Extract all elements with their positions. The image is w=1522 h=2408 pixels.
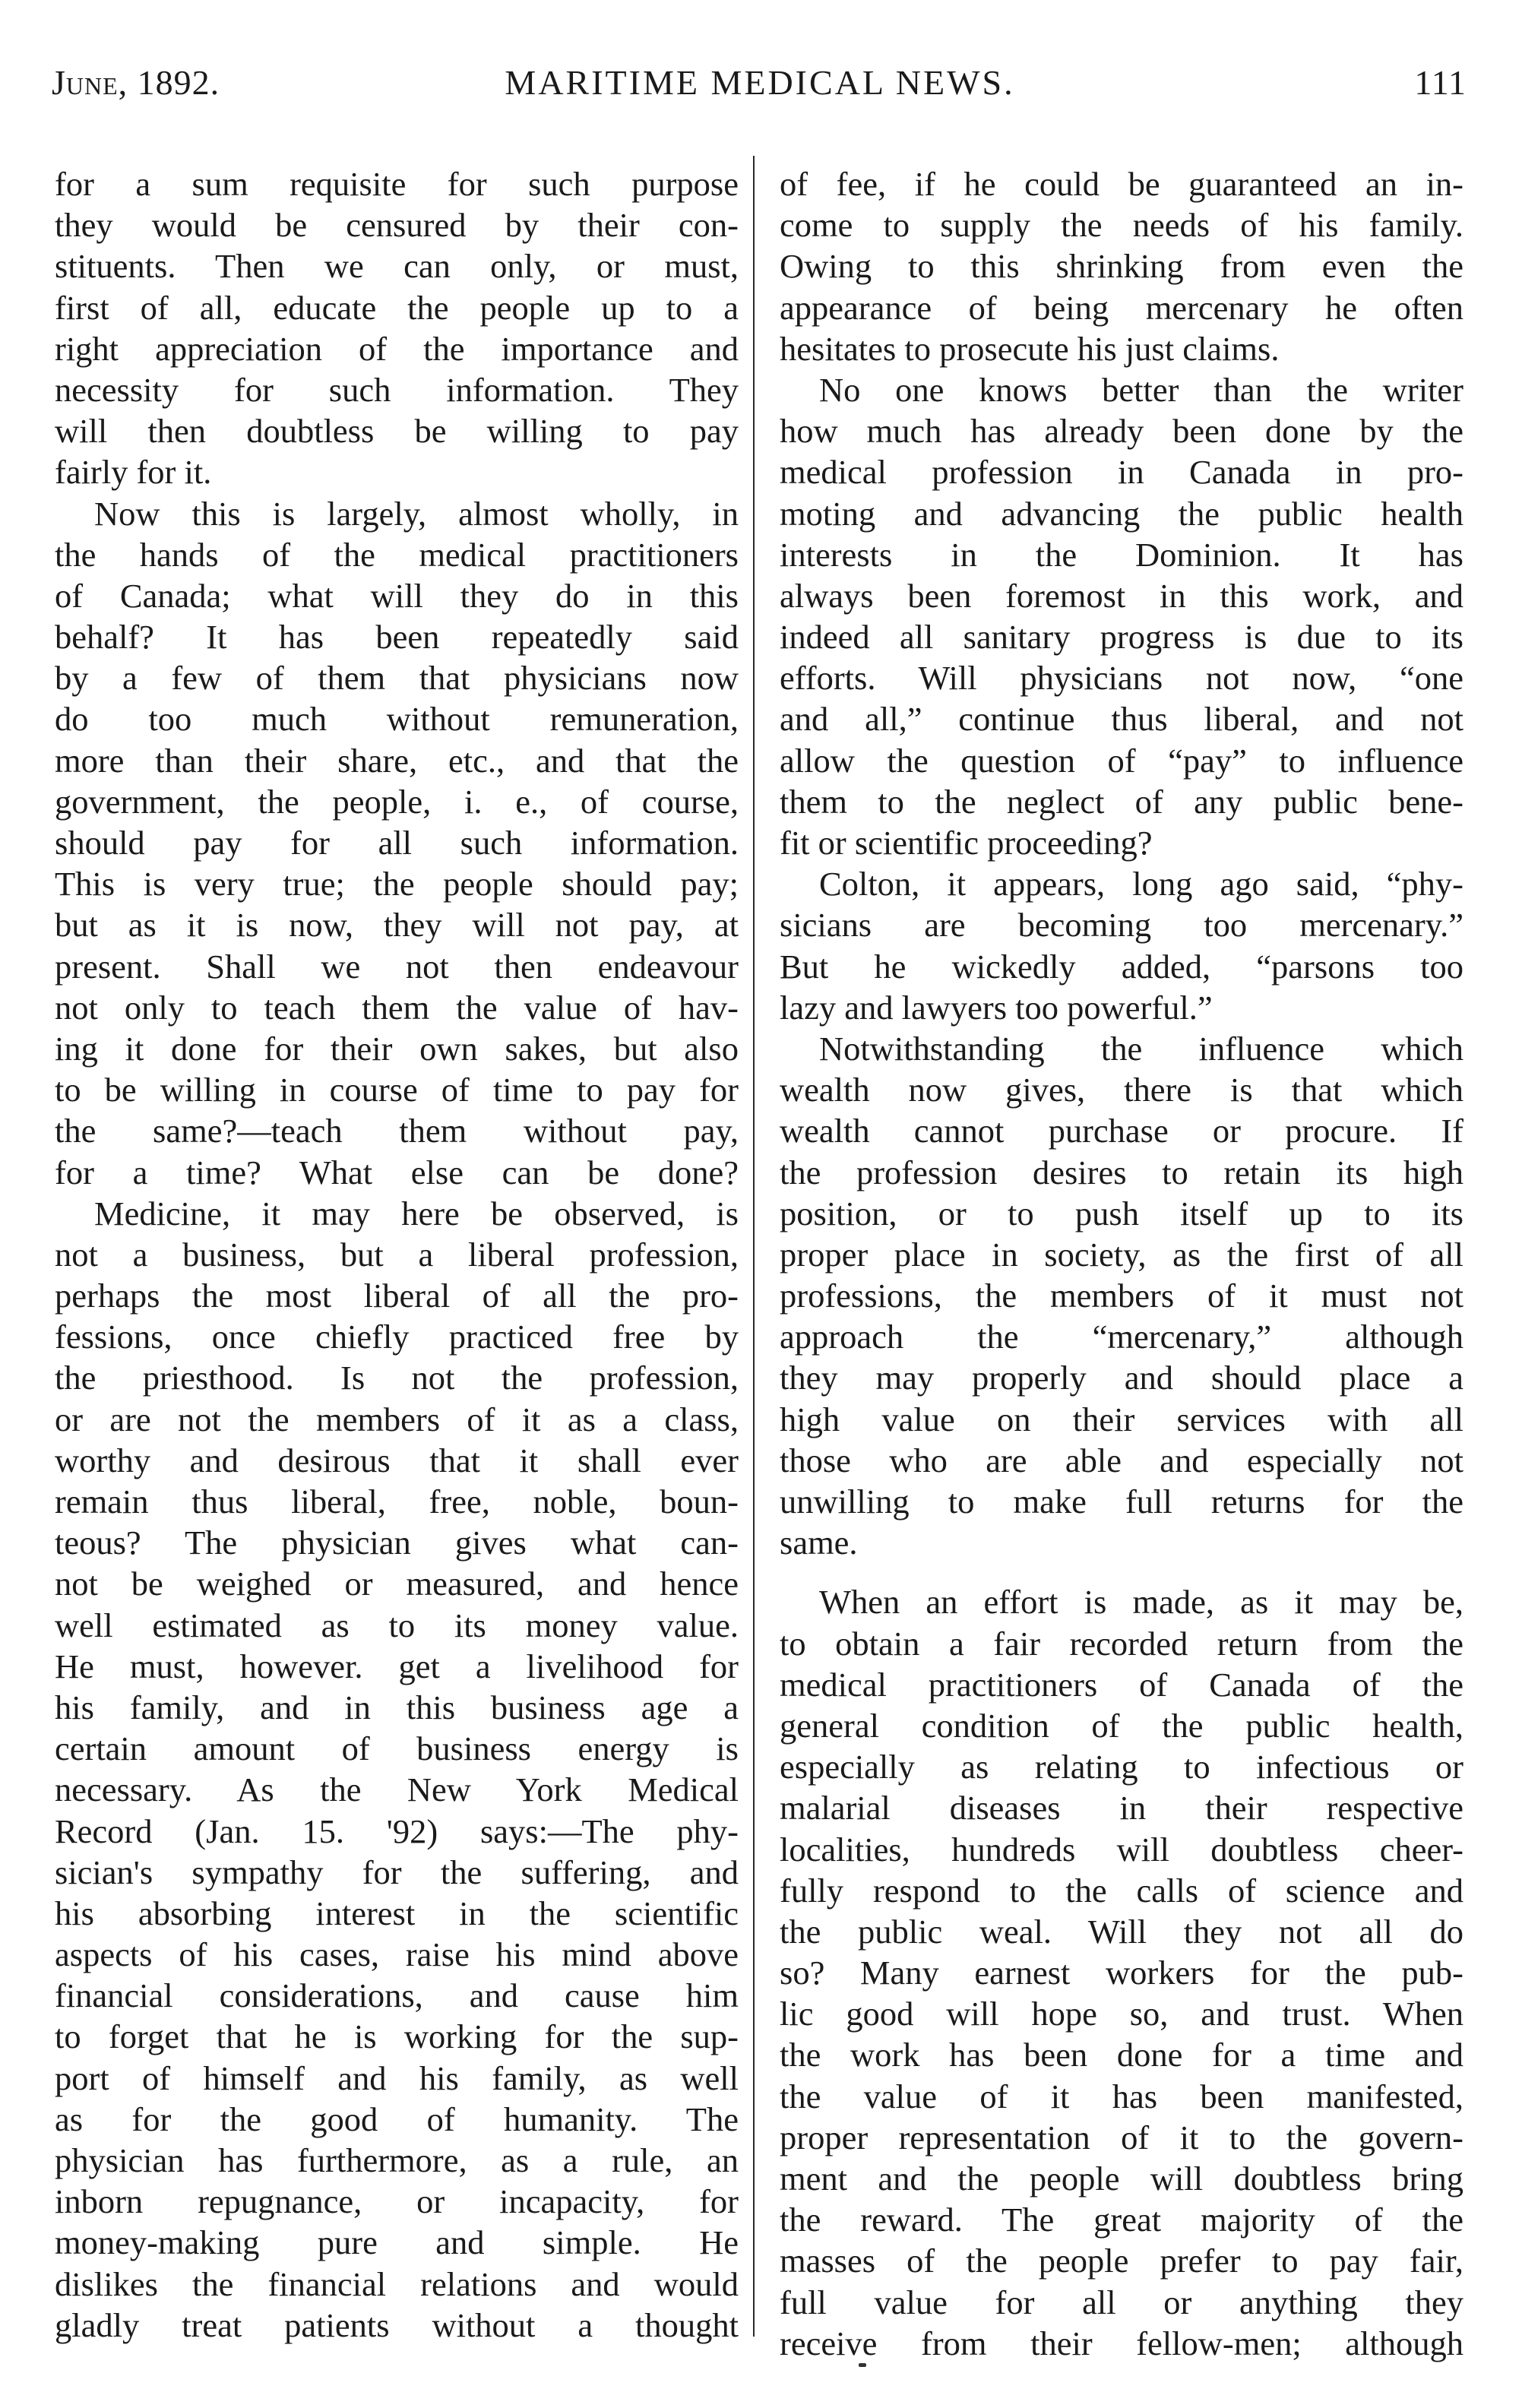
text-line: ing it done for their own sakes, but also (55, 1029, 739, 1068)
text-line: worthy and desirous that it shall ever (55, 1441, 739, 1479)
text-line: do too much without remuneration, (55, 700, 739, 739)
left-column (55, 163, 739, 2346)
text-line: they would be censured by their con- (55, 206, 739, 245)
text-line: behalf? It has been repeatedly said (55, 618, 739, 657)
text-line: physician has furthermore, as a rule, an (55, 2141, 739, 2179)
text-line: to obtain a fair recorded return from the (780, 1624, 1463, 1663)
text-line: to be willing in course of time to pay for (55, 1071, 739, 1109)
text-line: unwilling to make full returns for the (780, 1482, 1463, 1520)
text-line: will then doubtless be willing to pay (55, 412, 739, 451)
paragraph (780, 1028, 1463, 1563)
text-line: financial considerations, and cause him (55, 1976, 739, 2015)
text-line: so? Many earnest workers for the pub- (780, 1954, 1463, 1992)
text-line: allow the question of “pay” to influence (780, 741, 1463, 780)
text-line: government, the people, i. e., of course, (55, 782, 739, 821)
text-line: his absorbing interest in the scientific (55, 1894, 739, 1932)
text-line: moting and advancing the public health (780, 494, 1463, 533)
text-line: not only to teach them the value of hav- (55, 988, 739, 1027)
text-line: necessary. As the New York Medical (55, 1770, 739, 1809)
text-line: those who are able and especially not (780, 1441, 1463, 1479)
text-line: of Canada; what will they do in this (55, 576, 739, 615)
text-line: especially as relating to infectious or (780, 1748, 1463, 1786)
text-line: perhaps the most liberal of all the pro- (55, 1277, 739, 1315)
text-line: Record (Jan. 15. '92) says:—The phy- (55, 1812, 739, 1850)
text-line: the work has been done for a time and (780, 2036, 1463, 2074)
paragraph-continued (780, 163, 1463, 369)
text-line: more than their share, etc., and that the (55, 741, 739, 780)
text-line: money-making pure and simple. He (55, 2223, 739, 2262)
text-line: approach the “mercenary,” although (780, 1318, 1463, 1356)
text-line: fessions, once chiefly practiced free by (55, 1318, 739, 1356)
text-line: right appreciation of the importance and (55, 329, 739, 368)
text-line: stituents. Then we can only, or must, (55, 247, 739, 286)
text-line: localities, hundreds will doubtless cheer- (780, 1830, 1463, 1868)
paragraph (55, 1193, 739, 2346)
text-line: they may properly and should place a (780, 1359, 1463, 1397)
text-line: Notwithstanding the influence which (819, 1029, 1463, 1068)
text-line: fully respond to the calls of science and (780, 1871, 1463, 1910)
text-line: for a sum requisite for such purpose (55, 165, 739, 203)
text-line: professions, the members of it must not (780, 1277, 1463, 1315)
text-line: and all,” continue thus liberal, and not (780, 700, 1463, 739)
column-divider (753, 156, 755, 2337)
text-line: port of himself and his family, as well (55, 2058, 739, 2097)
text-line: Owing to this shrinking from even the (780, 247, 1463, 286)
text-line: as for the good of humanity. The (55, 2099, 739, 2138)
text-line: ment and the people will doubtless bring (780, 2160, 1463, 2198)
running-header (46, 62, 1474, 115)
text-line: Now this is largely, almost wholly, in (94, 494, 739, 533)
text-line: malarial diseases in their respective (780, 1789, 1463, 1827)
text-line: masses of the people prefer to pay fair, (780, 2242, 1463, 2280)
page-number: 111 (1414, 63, 1467, 102)
text-line: hesitates to prosecute his just claims. (780, 329, 1280, 368)
text-line: general condition of the public health, (780, 1706, 1463, 1745)
text-line: Colton, it appears, long ago said, “phy- (819, 865, 1463, 903)
text-line: the reward. The great majority of the (780, 2201, 1463, 2239)
text-line: well estimated as to its money value. (55, 1606, 739, 1644)
text-line: same. (780, 1524, 858, 1562)
text-line: proper place in society, as the first of all (780, 1235, 1463, 1274)
text-line: of fee, if he could be guaranteed an in- (780, 165, 1463, 203)
text-line: the profession desires to retain its high (780, 1153, 1463, 1191)
text-line: gladly treat patients without a thought (55, 2305, 739, 2344)
text-line: lazy and lawyers too powerful.” (780, 988, 1213, 1027)
text-line: the value of it has been manifested, (780, 2077, 1463, 2115)
text-line: to forget that he is working for the sup- (55, 2017, 739, 2056)
paragraph (780, 369, 1463, 863)
text-line: He must, however. get a livelihood for (55, 1647, 739, 1685)
text-line: This is very true; the people should pay; (55, 865, 739, 903)
text-line: teous? The physician gives what can- (55, 1524, 739, 1562)
text-line: remain thus liberal, free, noble, boun- (55, 1482, 739, 1520)
text-line: medical practitioners of Canada of the (780, 1665, 1463, 1704)
text-line: the public weal. Will they not all do (780, 1912, 1463, 1951)
text-line: high value on their services with all (780, 1400, 1463, 1438)
text-line: proper representation of it to the govern- (780, 2118, 1463, 2156)
text-line: inborn repugnance, or incapacity, for (55, 2182, 739, 2221)
text-line: should pay for all such information. (55, 824, 739, 862)
text-line: the priesthood. Is not the profession, (55, 1359, 739, 1397)
paragraph (780, 863, 1463, 1028)
text-line: But he wickedly added, “parsons too (780, 947, 1463, 986)
text-line: the hands of the medical practitioners (55, 535, 739, 574)
printer-mark (859, 2363, 866, 2367)
text-line: receive from their fellow-men; although (780, 2324, 1463, 2362)
text-line: his family, and in this business age a (55, 1688, 739, 1726)
text-line: them to the neglect of any public bene- (780, 782, 1463, 821)
text-line: for a time? What else can be done? (55, 1153, 739, 1191)
text-line: position, or to push itself up to its (780, 1194, 1463, 1232)
text-line: interests in the Dominion. It has (780, 535, 1463, 574)
issue-date: June, 1892. (52, 63, 220, 102)
text-line: lic good will hope so, and trust. When (780, 1995, 1463, 2033)
text-line: fit or scientific proceeding? (780, 824, 1153, 862)
text-line: aspects of his cases, raise his mind above (55, 1935, 739, 1974)
text-line: come to supply the needs of his family. (780, 206, 1463, 245)
text-line: not a business, but a liberal profession, (55, 1235, 739, 1274)
text-line: how much has already been done by the (780, 412, 1463, 451)
text-line: sicians are becoming too mercenary.” (780, 906, 1463, 945)
right-column (780, 163, 1463, 2364)
text-line: present. Shall we not then endeavour (55, 947, 739, 986)
journal-title: MARITIME MEDICAL NEWS. (505, 63, 1015, 102)
text-line: the same?—teach them without pay, (55, 1112, 739, 1150)
text-line: always been foremost in this work, and (780, 576, 1463, 615)
text-line: but as it is now, they will not pay, at (55, 906, 739, 945)
text-line: necessity for such information. They (55, 370, 739, 409)
text-line: or are not the members of it as a class, (55, 1400, 739, 1438)
text-line: efforts. Will physicians not now, “one (780, 659, 1463, 698)
text-line: wealth now gives, there is that which (780, 1071, 1463, 1109)
text-line: indeed all sanitary progress is due to its (780, 618, 1463, 657)
text-line: appearance of being mercenary he often (780, 288, 1463, 327)
text-line: Medicine, it may here be observed, is (94, 1194, 739, 1232)
text-line: first of all, educate the people up to a (55, 288, 739, 327)
text-line: dislikes the financial relations and would (55, 2264, 739, 2303)
text-line: wealth cannot purchase or procure. If (780, 1112, 1463, 1150)
text-line: full value for all or anything they (780, 2283, 1463, 2321)
paragraph-continued (55, 163, 739, 493)
text-line: sician's sympathy for the suffering, and (55, 1853, 739, 1891)
paragraph (780, 1581, 1463, 2364)
text-line: When an effort is made, as it may be, (819, 1583, 1463, 1622)
text-line: by a few of them that physicians now (55, 659, 739, 698)
text-line: certain amount of business energy is (55, 1729, 739, 1768)
paragraph (55, 493, 739, 1193)
text-line: No one knows better than the writer (819, 370, 1463, 409)
text-line: not be weighed or measured, and hence (55, 1565, 739, 1603)
text-line: medical profession in Canada in pro- (780, 453, 1463, 492)
text-line: fairly for it. (55, 453, 212, 492)
